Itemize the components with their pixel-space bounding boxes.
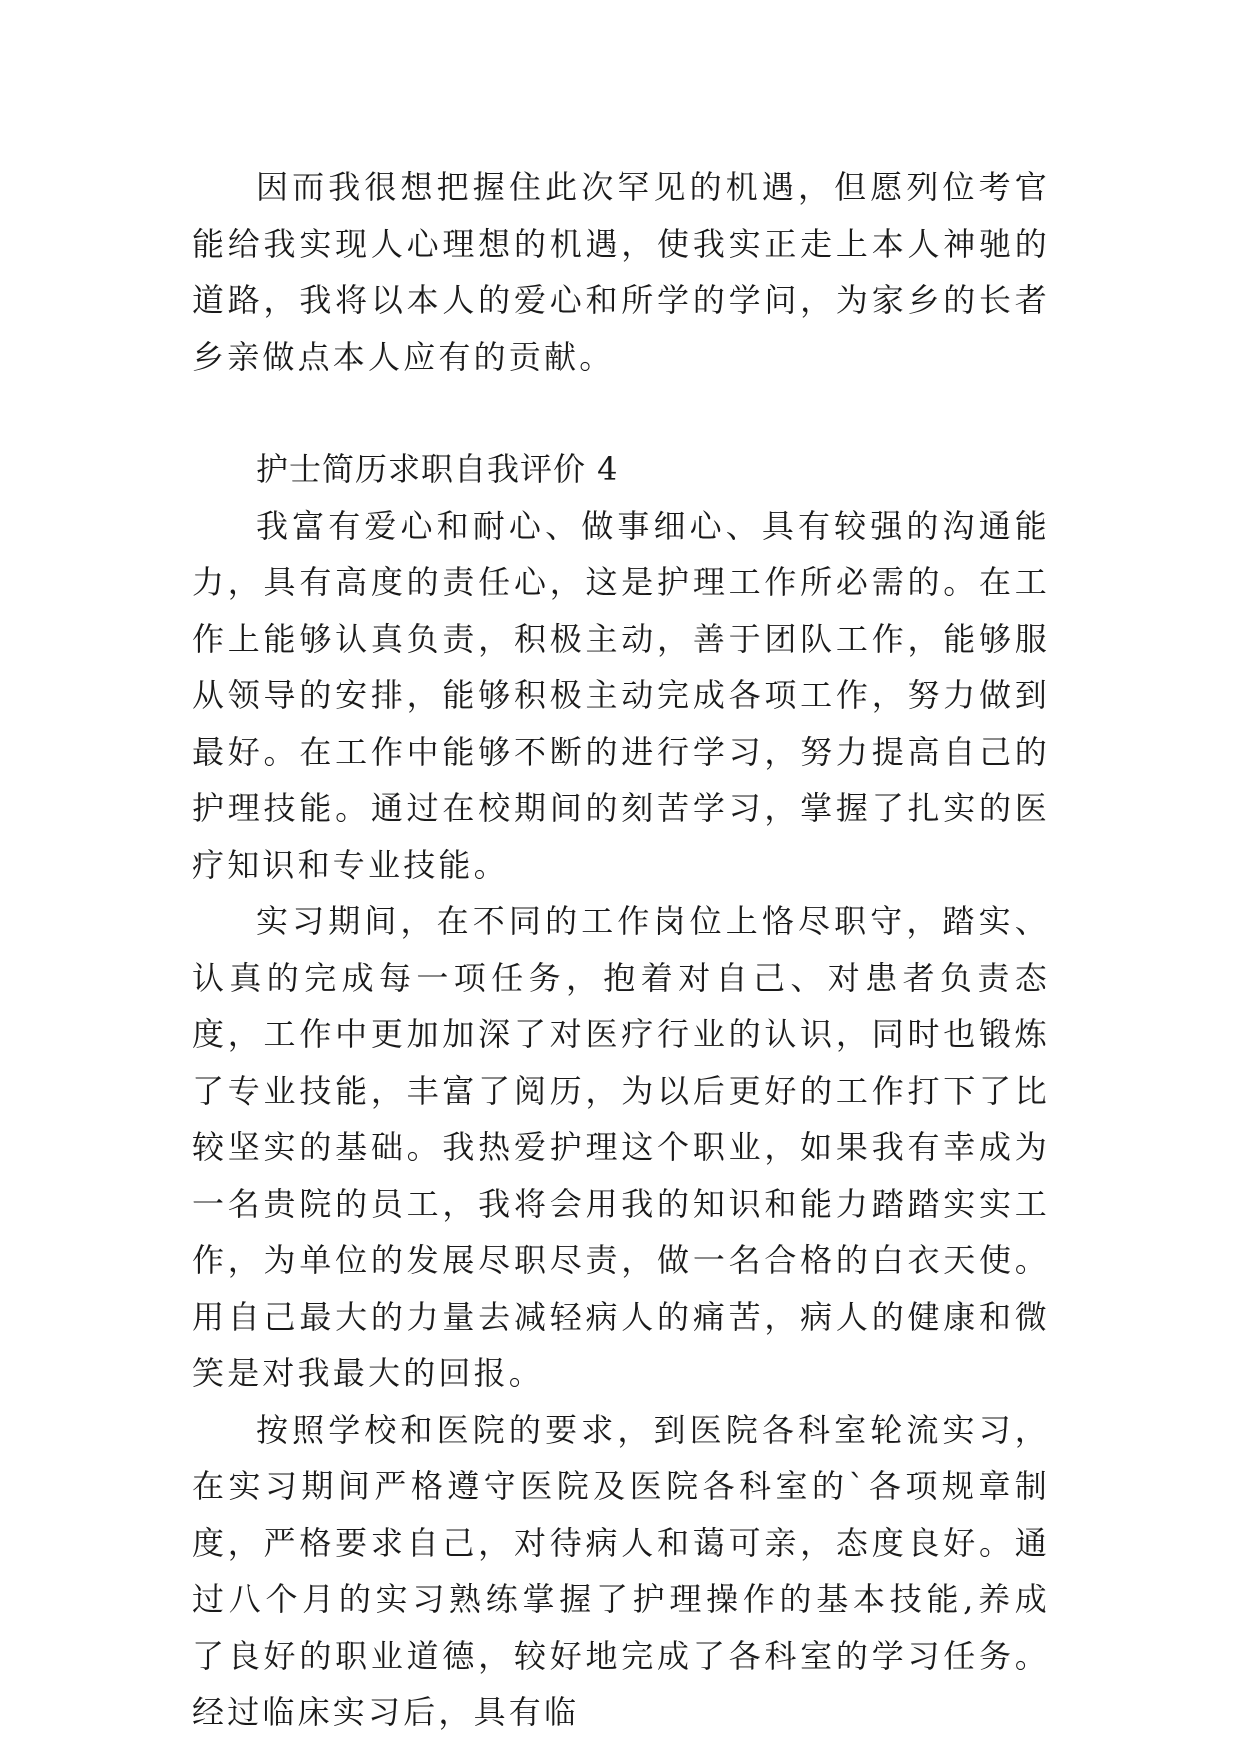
paragraph: 我富有爱心和耐心、做事细心、具有较强的沟通能力，具有高度的责任心，这是护理工作所必需的。在工作上能够认真负责，积极主动，善于团队工作，能够服从领导的安排，能够积极主动完成各项工作，努力做到最好。在工作中能够不断的进行学习，努力提高自己的护理技能。通过在校期间的刻苦学习，掌握了扎实的医疗知识和专业技能。 (192, 506, 1050, 884)
paragraph: 实习期间，在不同的工作岗位上恪尽职守，踏实、认真的完成每一项任务，抱着对自己、对患者负责态度，工作中更加加深了对医疗行业的认识，同时也锻炼了专业技能，丰富了阅历，为以后更好的工作打下了比较坚实的基础。我热爱护理这个职业，如果我有幸成为一名贵院的员工，我将会用我的知识和能力踏踏实实工作，为单位的发展尽职尽责，做一名合格的白衣天使。用自己最大的力量去减轻病人的痛苦，病人的健康和微笑是对我最大的回报。 (192, 902, 1050, 1392)
paragraph: 按照学校和医院的要求，到医院各科室轮流实习，在实习期间严格遵守医院及医院各科室的`各项规章制度，严格要求自己，对待病人和蔼可亲，态度良好。通过八个月的实习熟练掌握了护理操作的基本技能,养成了良好的职业道德，较好地完成了各科室的学习任务。经过临床实习后，具有临 (192, 1410, 1050, 1731)
text-block-intro (192, 159, 1050, 385)
section-heading: 护士简历求职自我评价 4 (256, 450, 619, 488)
text-block-section-4 (192, 441, 1050, 1741)
paragraph: 因而我很想把握住此次罕见的机遇，但愿列位考官能给我实现人心理想的机遇，使我实正走上本人神驰的道路，我将以本人的爱心和所学的学问，为家乡的长者乡亲做点本人应有的贡献。 (192, 168, 1050, 376)
